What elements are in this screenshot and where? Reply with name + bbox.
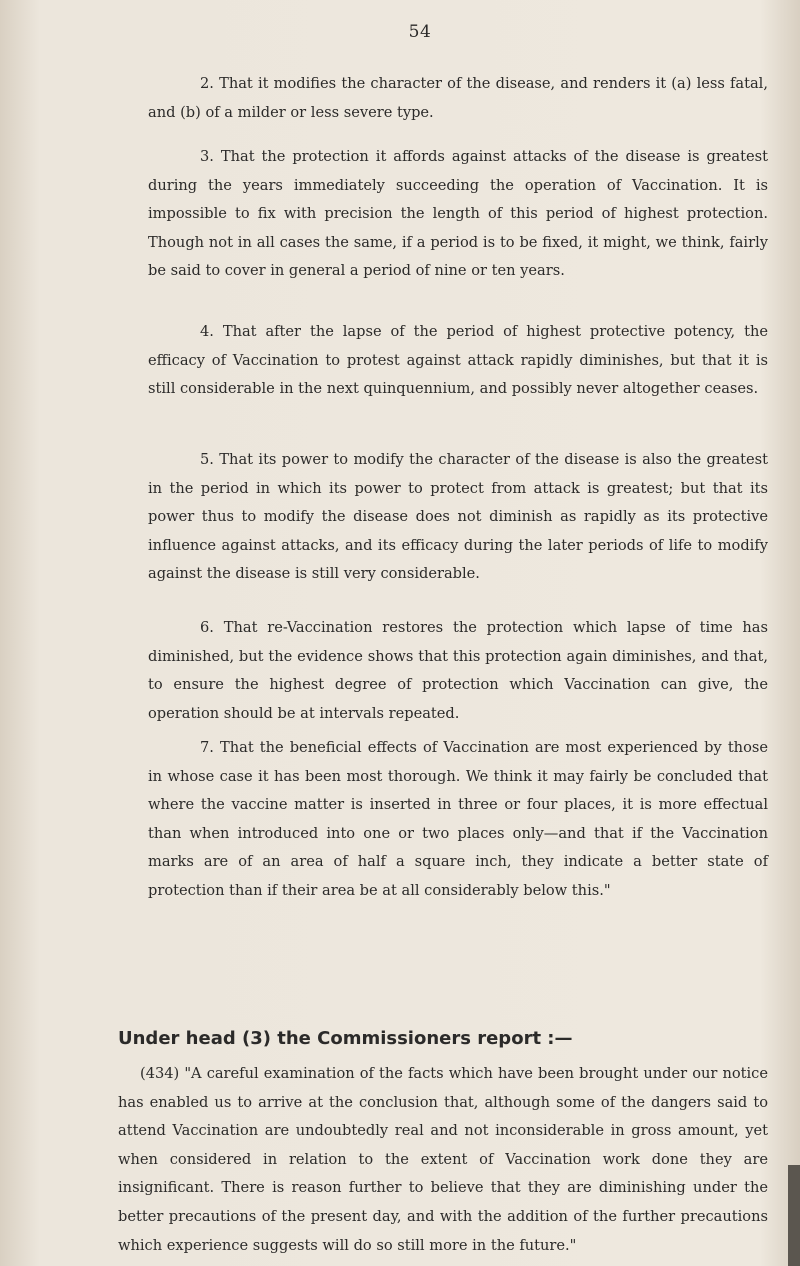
paragraph-6-text: 6. That re-Vaccination restores the protection which lapse of time has diminished, but the evidence shows that this protection again diminishes, and that, to ensure the highest degree of protection which Vaccination can give, the operation should be at intervals repeated. (148, 619, 768, 722)
paragraph-5-text: 5. That its power to modify the character of the disease is also the greatest in the period in which its power to protect from attack is greatest; but that its power thus to modify the disease does not diminish as rapidly as its protective influence against attacks, and its efficacy during the later periods of life to modify against the disease is still very considerable. (148, 451, 768, 583)
paragraph-6 (148, 614, 768, 728)
paragraph-4-text: 4. That after the lapse of the period of highest protective potency, the efficacy of Vaccination to protest against attack rapidly diminishes, but that it is still considerable in the next quinquennium, and possibly never altogether ceases. (148, 323, 768, 398)
quote-text: (434) "A careful examination of the facts which have been brought under our notice has enabled us to arrive at the conclusion that, although some of the dangers said to attend Vaccination are undoubtedly real and not inconsiderable in gross amount, yet when considered in relation to the extent of Vaccination work done they are insignificant. There is reason further to believe that they are diminishing under the better precautions of the present day, and with the addition of the further precautions which experience suggests will do so still more in the future." (118, 1065, 768, 1254)
paragraph-2 (148, 70, 768, 127)
paragraph-3-text: 3. That the protection it affords against attacks of the disease is greatest during the years immediately succeeding the operation of Vaccination. It is impossible to fix with precision the length of this period of highest protection. Though not in all cases the same, if a period is to be fixed, it might, we think, fairly be said to cover in general a period of nine or ten years. (148, 148, 768, 280)
paragraph-2-text: 2. That it modifies the character of the disease, and renders it (a) less fatal, and (b) of a milder or less severe type. (148, 75, 768, 121)
section-heading: Under head (3) the Commissioners report :— (118, 1028, 573, 1049)
paragraph-3 (148, 143, 768, 286)
paragraph-7-text: 7. That the beneficial effects of Vaccination are most experienced by those in whose case it has been most thorough. We think it may fairly be concluded that where the vaccine matter is inserted in three or four places, it is more effectual than when introduced into one or two places only—and that if the Vaccination marks are of an area of half a square inch, they indicate a better state of protection than if their area be at all considerably below this." (148, 739, 768, 899)
paragraph-7 (148, 734, 768, 906)
paragraph-4 (148, 318, 768, 404)
commissioners-quote (118, 1060, 768, 1260)
paragraph-5 (148, 446, 768, 589)
page-edge-shadow (788, 1165, 800, 1266)
page-number: 54 (408, 22, 432, 42)
